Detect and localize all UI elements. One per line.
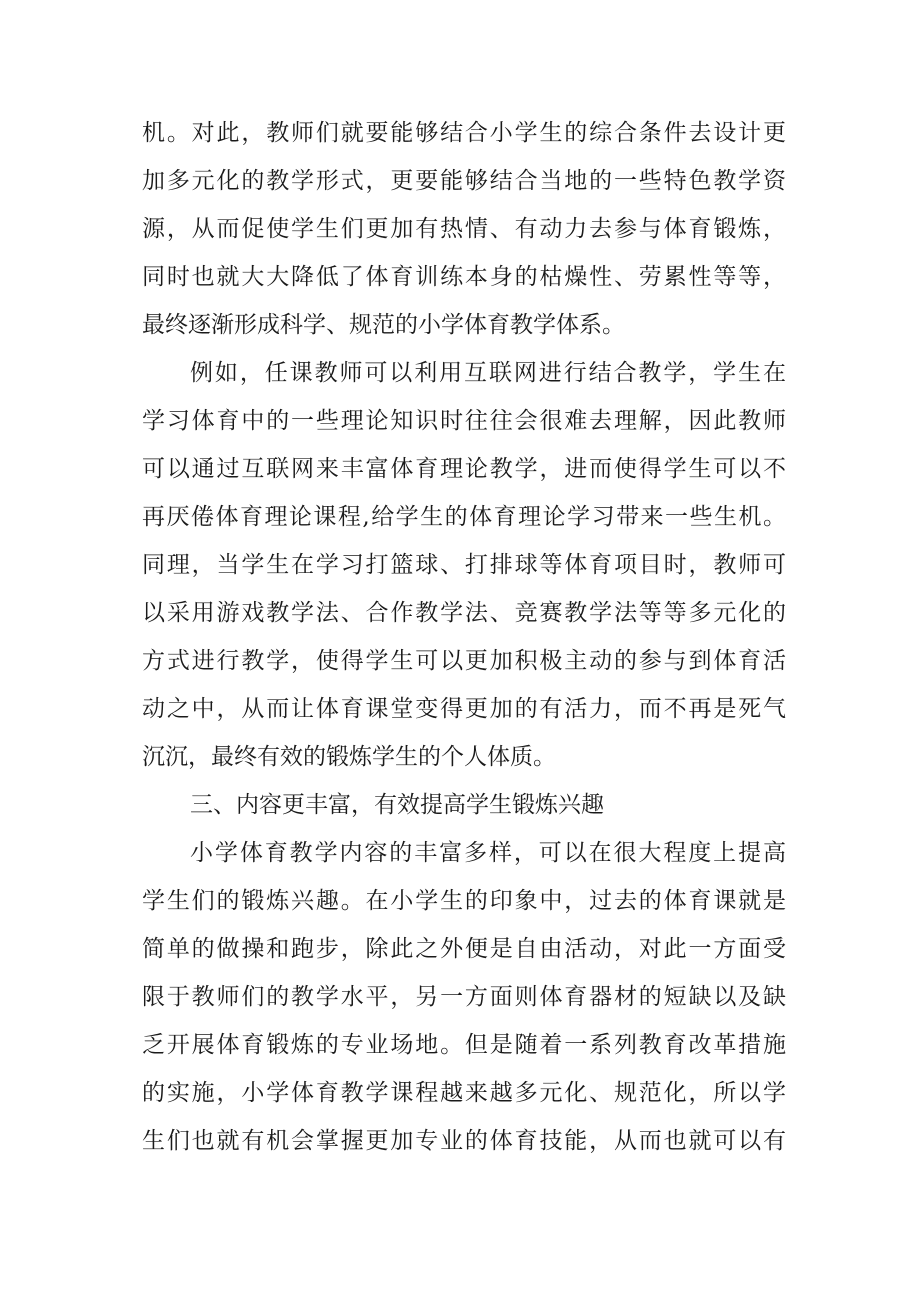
text-line: 学习体育中的一些理论知识时往往会很难去理解，因此教师 <box>142 408 786 434</box>
text-line: 同理，当学生在学习打篮球、打排球等体育项目时，教师可 <box>142 552 786 578</box>
text-line: 以采用游戏教学法、合作教学法、竞赛教学法等等多元化的 <box>142 600 786 626</box>
text-line: 最终逐渐形成科学、规范的小学体育教学体系。 <box>142 312 625 338</box>
section-heading: 三、内容更丰富，有效提高学生锻炼兴趣 <box>190 792 604 818</box>
text-line: 的实施，小学体育教学课程越来越多元化、规范化，所以学 <box>142 1080 786 1106</box>
text-line: 沉沉，最终有效的锻炼学生的个人体质。 <box>142 744 556 770</box>
text-line: 小学体育教学内容的丰富多样，可以在很大程度上提高 <box>190 840 786 866</box>
text-line: 源，从而促使学生们更加有热情、有动力去参与体育锻炼， <box>142 216 786 242</box>
text-line: 同时也就大大降低了体育训练本身的枯燥性、劳累性等等， <box>142 264 786 290</box>
text-line: 学生们的锻炼兴趣。在小学生的印象中，过去的体育课就是 <box>142 888 786 914</box>
text-line: 方式进行教学，使得学生可以更加积极主动的参与到体育活 <box>142 648 786 674</box>
text-line: 生们也就有机会掌握更加专业的体育技能，从而也就可以有 <box>142 1128 786 1154</box>
text-line: 再厌倦体育理论课程,给学生的体育理论学习带来一些生机。 <box>142 504 786 530</box>
text-line: 限于教师们的教学水平，另一方面则体育器材的短缺以及缺 <box>142 984 786 1010</box>
text-line: 可以通过互联网来丰富体育理论教学，进而使得学生可以不 <box>142 456 786 482</box>
text-line: 例如，任课教师可以利用互联网进行结合教学，学生在 <box>190 360 786 386</box>
text-line: 简单的做操和跑步，除此之外便是自由活动，对此一方面受 <box>142 936 786 962</box>
text-line: 加多元化的教学形式，更要能够结合当地的一些特色教学资 <box>142 168 786 194</box>
text-line: 机。对此，教师们就要能够结合小学生的综合条件去设计更 <box>142 120 786 146</box>
text-line: 乏开展体育锻炼的专业场地。但是随着一系列教育改革措施 <box>142 1032 786 1058</box>
body-text <box>142 114 786 1170</box>
text-line: 动之中，从而让体育课堂变得更加的有活力，而不再是死气 <box>142 696 786 722</box>
